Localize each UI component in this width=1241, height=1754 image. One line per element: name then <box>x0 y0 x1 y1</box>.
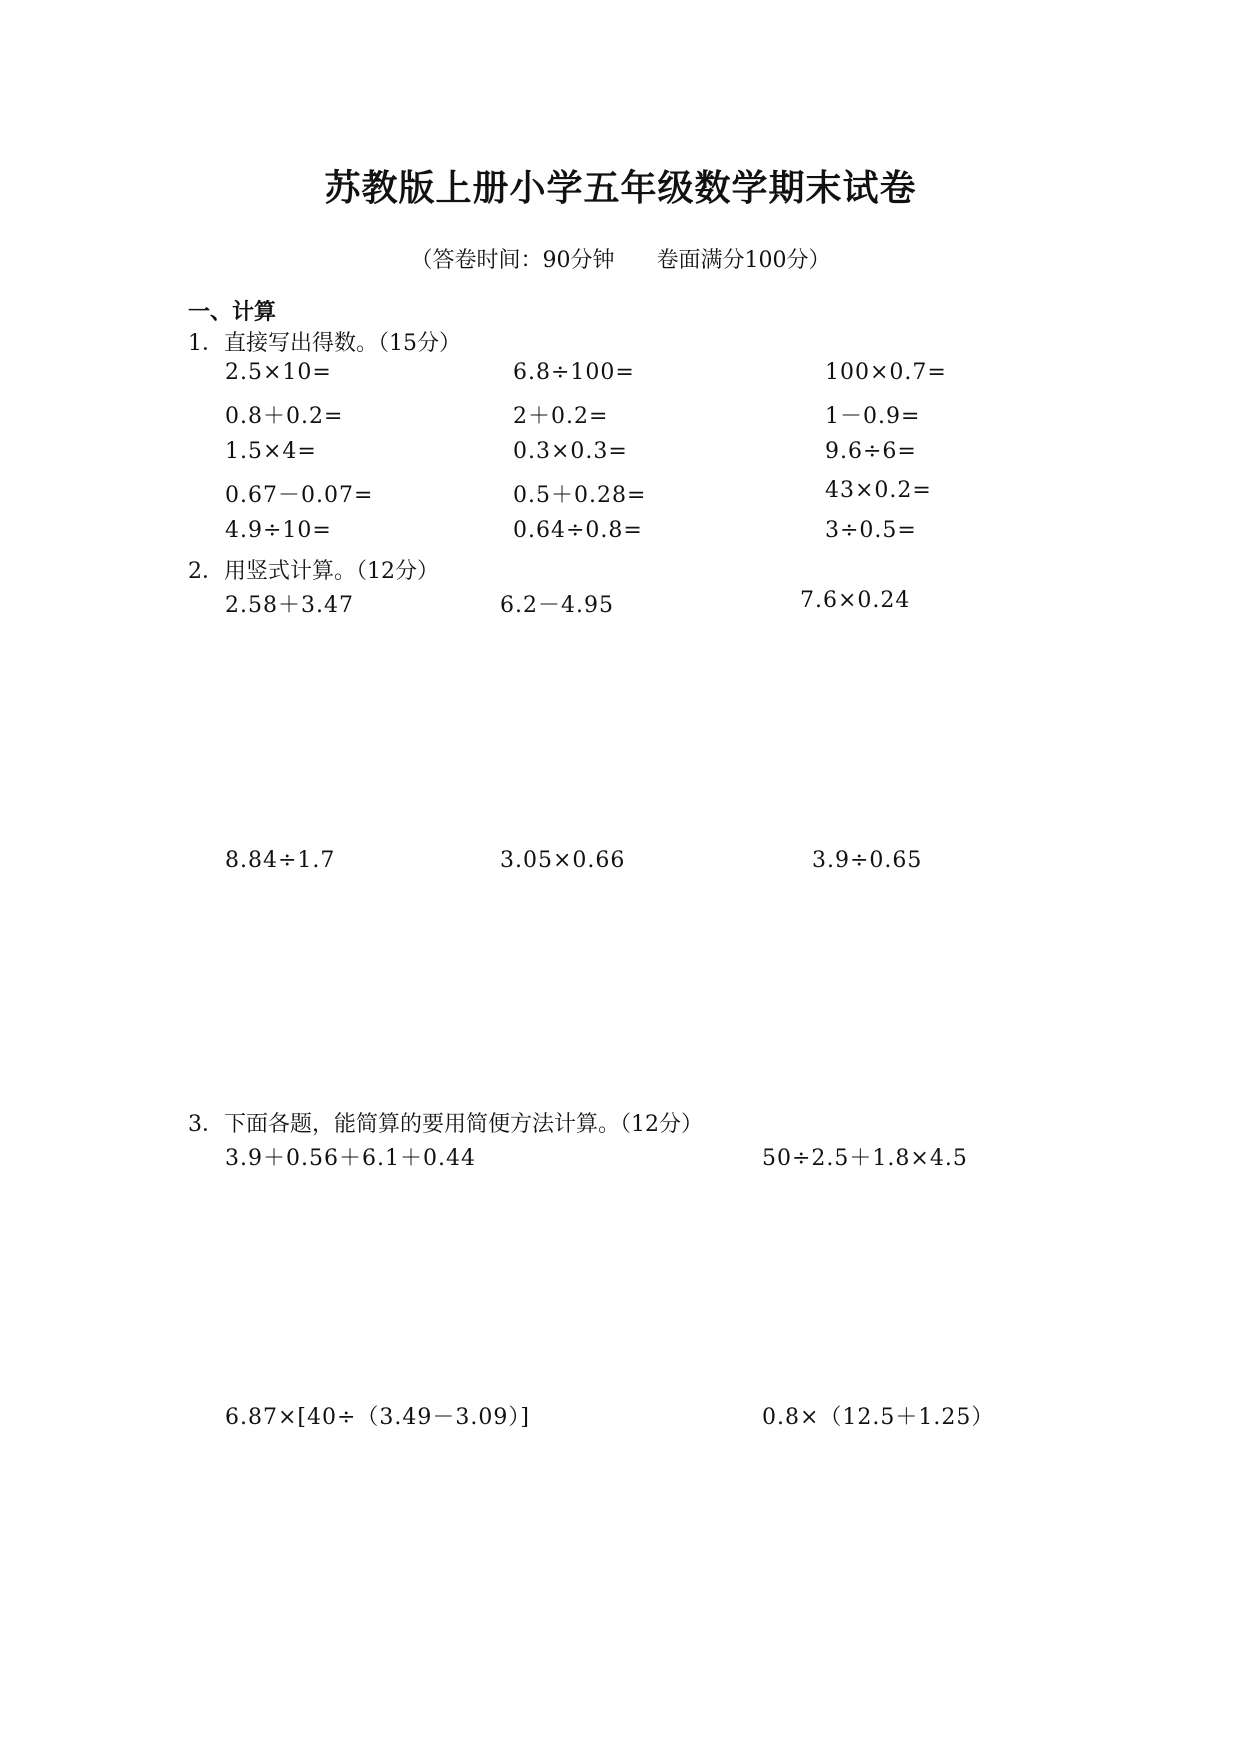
section-heading-calculation: 一、计算 <box>188 300 277 325</box>
q1-item: 1.5×4= <box>225 439 317 464</box>
q2-item: 3.05×0.66 <box>500 848 626 873</box>
q1-item: 0.3×0.3= <box>513 439 628 464</box>
q3-item: 50÷2.5＋1.8×4.5 <box>762 1146 968 1171</box>
question-2-label: 2．用竖式计算。（12分） <box>188 559 439 584</box>
exam-info: （答卷时间：90分钟 卷面满分100分） <box>410 248 831 273</box>
q1-item: 6.8÷100= <box>513 360 635 385</box>
q2-item: 3.9÷0.65 <box>812 848 923 873</box>
q1-item: 43×0.2= <box>825 478 932 503</box>
q1-item: 0.8＋0.2= <box>225 404 344 429</box>
q2-item: 8.84÷1.7 <box>225 848 336 873</box>
q1-item: 0.64÷0.8= <box>513 518 643 543</box>
question-1-label: 1．直接写出得数。（15分） <box>188 331 461 356</box>
q1-item: 0.5＋0.28= <box>513 483 647 508</box>
page-title: 苏教版上册小学五年级数学期末试卷 <box>324 168 917 209</box>
q3-item: 6.87×[40÷（3.49－3.09）] <box>225 1405 530 1430</box>
q1-item: 1－0.9= <box>825 404 921 429</box>
q1-item: 2＋0.2= <box>513 404 609 429</box>
q3-item: 0.8×（12.5＋1.25） <box>762 1405 995 1430</box>
q2-item: 2.58＋3.47 <box>225 593 354 618</box>
q1-item: 9.6÷6= <box>825 439 917 464</box>
q1-item: 100×0.7= <box>825 360 947 385</box>
question-3-label: 3．下面各题，能简算的要用简便方法计算。（12分） <box>188 1112 703 1137</box>
q3-item: 3.9＋0.56＋6.1＋0.44 <box>225 1146 476 1171</box>
q2-item: 7.6×0.24 <box>800 588 911 613</box>
q1-item: 3÷0.5= <box>825 518 917 543</box>
q1-item: 4.9÷10= <box>225 518 332 543</box>
q2-item: 6.2－4.95 <box>500 593 614 618</box>
q1-item: 0.67－0.07= <box>225 483 374 508</box>
q1-item: 2.5×10= <box>225 360 332 385</box>
